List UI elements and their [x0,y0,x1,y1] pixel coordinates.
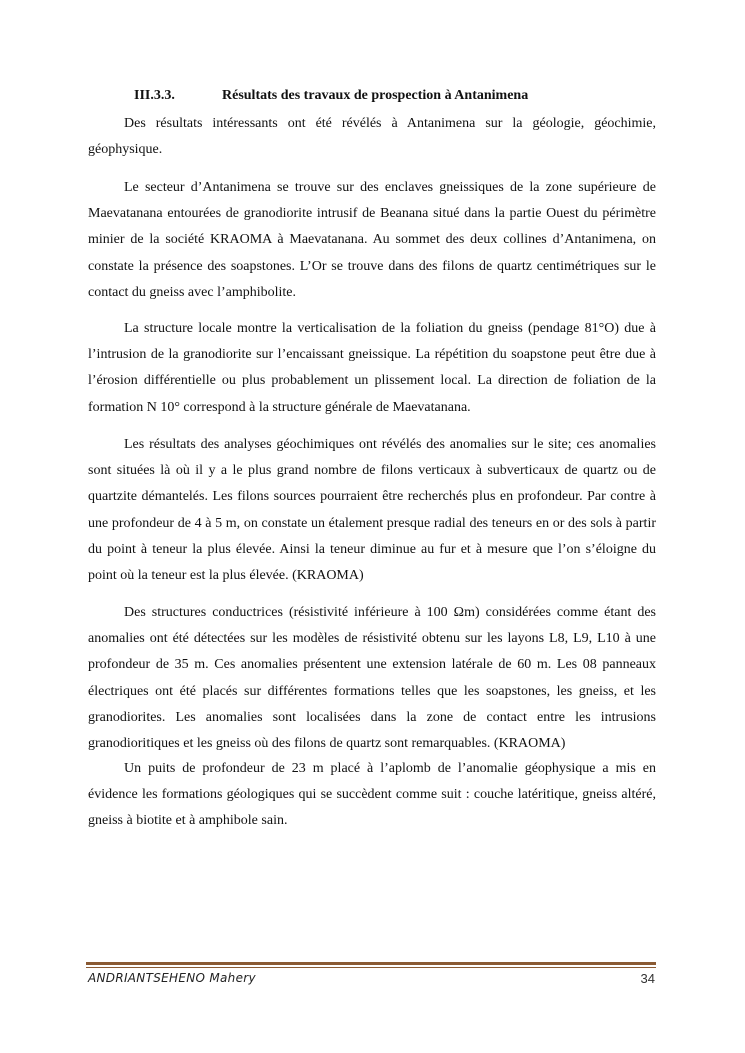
paragraph-text: La structure locale montre la verticalisation de la foliation du gneiss (pendage 81°O) due à l’intrusion de la granodiorite sur l’encaissant gneissique. La répétition du soapstone peut être due à l’érosion différentielle ou plus probablement un plissement local. La direction de foliation de la formation N 10° correspond à la structure générale de Maevatanana. [88,321,656,415]
paragraph-well [88,756,656,835]
paragraph-text: Des résultats intéressants ont été révélés à Antanimena sur la géologie, géochimie, géophysique. [88,116,656,158]
footer-author: ANDRIANTSEHENO Mahery [88,971,256,985]
footer-divider-thin [86,967,656,968]
paragraph-intro [88,111,656,163]
page-number: 34 [640,971,655,986]
paragraph-geochemistry [88,432,656,589]
paragraph-geophysics [88,600,656,757]
footer-divider-thick [86,962,656,965]
paragraph-text: Des structures conductrices (résistivité inférieure à 100 Ωm) considérées comme étant des anomalies ont été détectées sur les modèles de résistivité obtenu sur les layons L8, L9, L10 à une profondeur de 35 m. Ces anomalies présentent une extension latérale de 60 m. Les 08 panneaux électriques ont été placés sur différentes formations telles que les soapstones, les gneiss, et les granodiorites. Les anomalies sont localisées dans la zone de contact entre les intrusions granodioritiques et les gneiss où des filons de quartz sont remarquables. (KRAOMA) [88,605,656,752]
paragraph-geology [88,175,656,306]
section-number: III.3.3. [134,88,175,103]
paragraph-text: Le secteur d’Antanimena se trouve sur des enclaves gneissiques de la zone supérieure de Maevatanana entourées de granodiorite intrusif de Beanana situé dans la partie Ouest du périmètre minier de la société KRAOMA à Maevatanana. Au sommet des deux collines d’Antanimena, on constate la présence des soapstones. L’Or se trouve dans des filons de quartz centimétriques sur le contact du gneiss avec l’amphibolite. [88,180,656,300]
section-heading [134,88,528,104]
section-title: Résultats des travaux de prospection à Antanimena [222,88,529,103]
paragraph-text: Les résultats des analyses géochimiques ont révélés des anomalies sur le site; ces anomalies sont situées là où il y a le plus grand nombre de filons verticaux à subverticaux de quartz ou de quartzite démantelés. Les filons sources pourraient être recherchés plus en profondeur. Par contre à une profondeur de 4 à 5 m, on constate un étalement presque radial des teneurs en or des sols à partir du point à teneur la plus élevée. Ainsi la teneur diminue au fur et à mesure que l’on s’éloigne du point où la teneur est la plus élevée. (KRAOMA) [88,437,656,584]
paragraph-structure [88,316,656,421]
paragraph-text: Un puits de profondeur de 23 m placé à l’aplomb de l’anomalie géophysique a mis en évidence les formations géologiques qui se succèdent comme suit : couche latéritique, gneiss altéré, gneiss à biotite et à amphibole sain. [88,761,656,829]
